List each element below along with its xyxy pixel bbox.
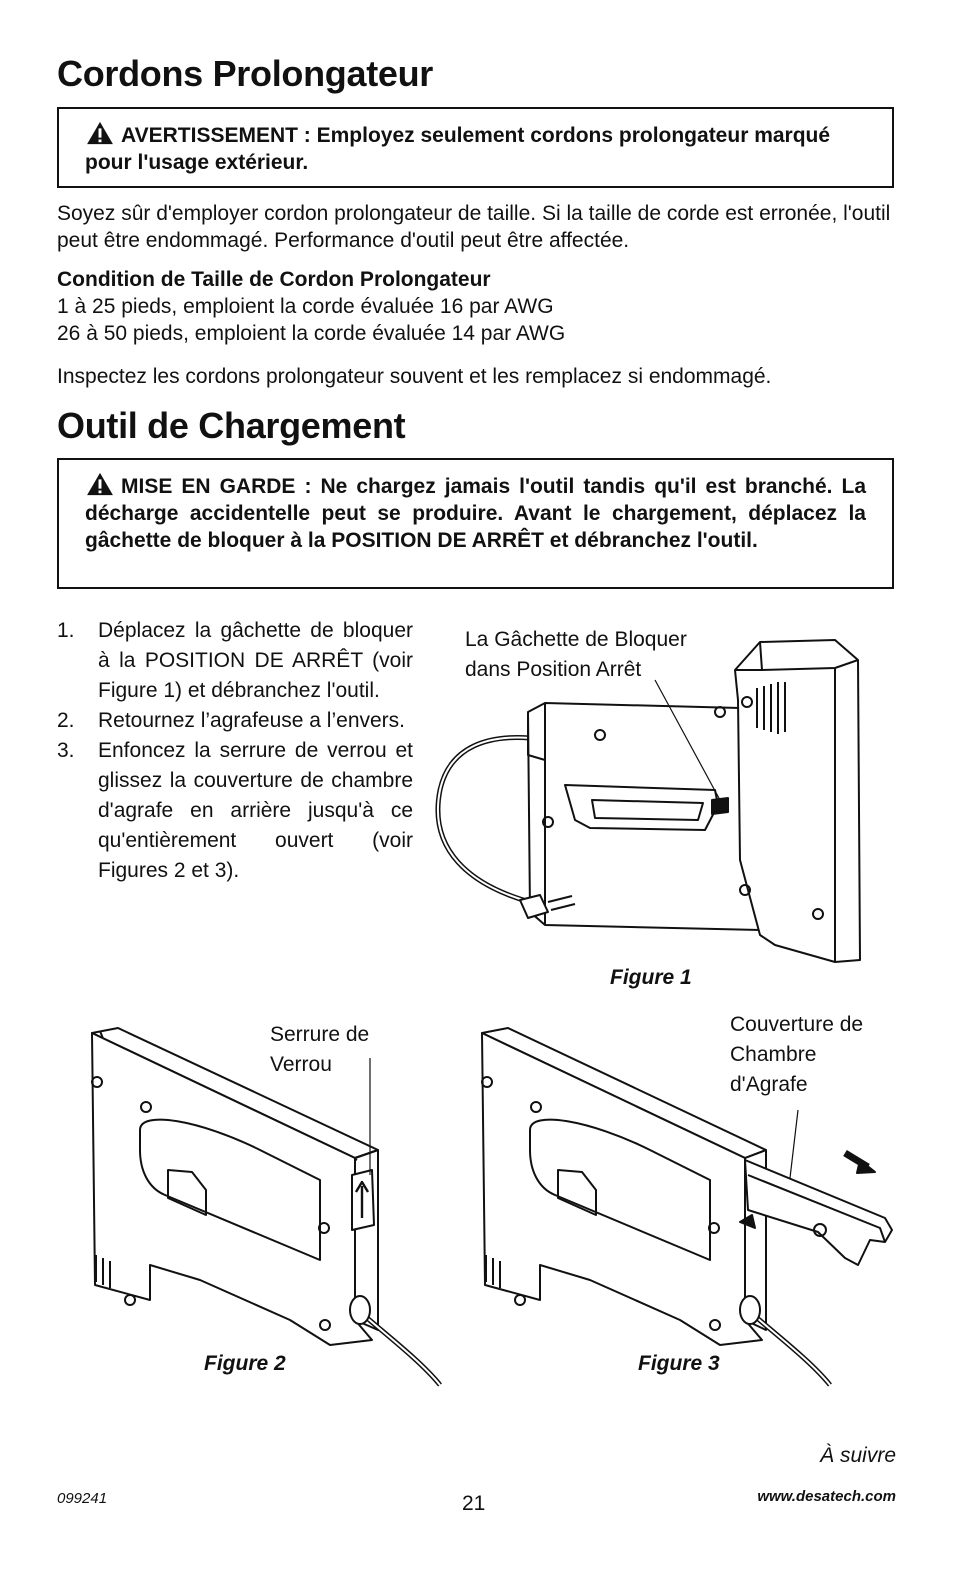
caution-text: MISE EN GARDE : Ne chargez jamais l'outil tandis qu'il est branché. La décharge accidentelle peut se produire. Avant le chargement, déplacez la gâchette de bloquer à la POSITION DE ARRÊT et débranchez l'outil. [85,475,866,552]
step-text: Déplacez la gâchette de bloquer à la POSITION DE ARRÊT (voir Figure 1) et débranchez l'outil. [98,619,413,702]
fig1-callout-line-2: dans Position Arrêt [465,658,642,681]
step-number: 3. [57,739,75,762]
fig3-callout-line-1: Couverture de [730,1013,864,1036]
size-heading: Condition de Taille de Cordon Prolongateur [57,268,491,291]
figure-1-caption: Figure 1 [610,966,692,989]
website-link[interactable]: www.desatech.com [757,1488,896,1505]
fig2-callout-line-2: Verrou [270,1053,332,1076]
size-line-1: 1 à 25 pieds, emploient la corde évaluée 16 par AWG [57,295,554,318]
fig2-callout-line-1: Serrure de [270,1023,370,1046]
document-number: 099241 [57,1490,108,1507]
section-title-loading-tool: Outil de Chargement [57,405,406,446]
figure-2-caption: Figure 2 [204,1352,286,1375]
step-number: 2. [57,709,75,732]
fig1-callout-line-1: La Gâchette de Bloquer [465,628,687,651]
intro-paragraph: Soyez sûr d'employer cordon prolongateur de taille. Si la taille de corde est erronée, l'outil peut être endommagé. Performance d'outil peut être affectée. [57,202,891,252]
inspect-paragraph: Inspectez les cordons prolongateur souvent et les remplacez si endommagé. [57,365,772,388]
step-text: Enfoncez la serrure de verrou et glissez la couverture de chambre d'agrafe en arrière jusqu'à ce qu'entièrement ouvert (voir Figures 2 et 3). [98,739,413,882]
fig3-callout-line-3: d'Agrafe [730,1073,808,1096]
step-number: 1. [57,619,75,642]
section-title-extension-cords: Cordons Prolongateur [57,53,434,94]
warning-text: AVERTISSEMENT : Employez seulement cordons prolongateur marqué pour l'usage extérieur. [85,124,831,174]
step-text: Retournez l’agrafeuse a l’envers. [98,709,406,732]
continued-label: À suivre [820,1444,896,1467]
page-number: 21 [462,1492,486,1515]
size-line-2: 26 à 50 pieds, emploient la corde évaluée 14 par AWG [57,322,566,345]
fig3-callout-line-2: Chambre [730,1043,817,1066]
figure-3-caption: Figure 3 [638,1352,720,1375]
